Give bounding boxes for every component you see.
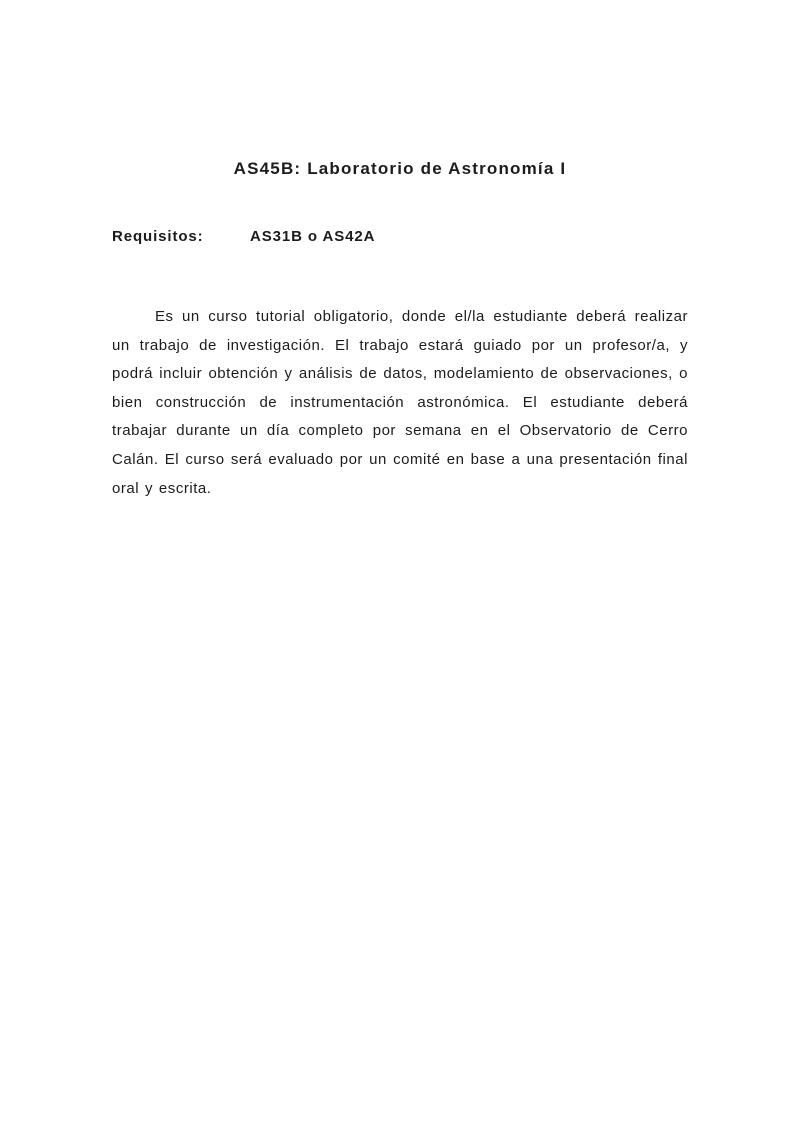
requisitos-value: AS31B o AS42A (250, 228, 376, 245)
requisitos-line (112, 228, 688, 245)
course-description-paragraph: Es un curso tutorial obligatorio, donde el/la estudiante deberá realizar un trabajo de investigación. El trabajo estará guiado por un profesor/a, y podrá incluir obtención y análisis de datos, modelamiento de observaciones, o bien construcción de instrumentación astronómica. El estudiante deberá trabajar durante un día completo por semana en el Observatorio de Cerro Calán. El curso será evaluado por un comité en base a una presentación final oral y escrita. (112, 308, 688, 497)
page-title: AS45B: Laboratorio de Astronomía I (233, 159, 567, 178)
requisitos-label: Requisitos: (112, 228, 204, 245)
